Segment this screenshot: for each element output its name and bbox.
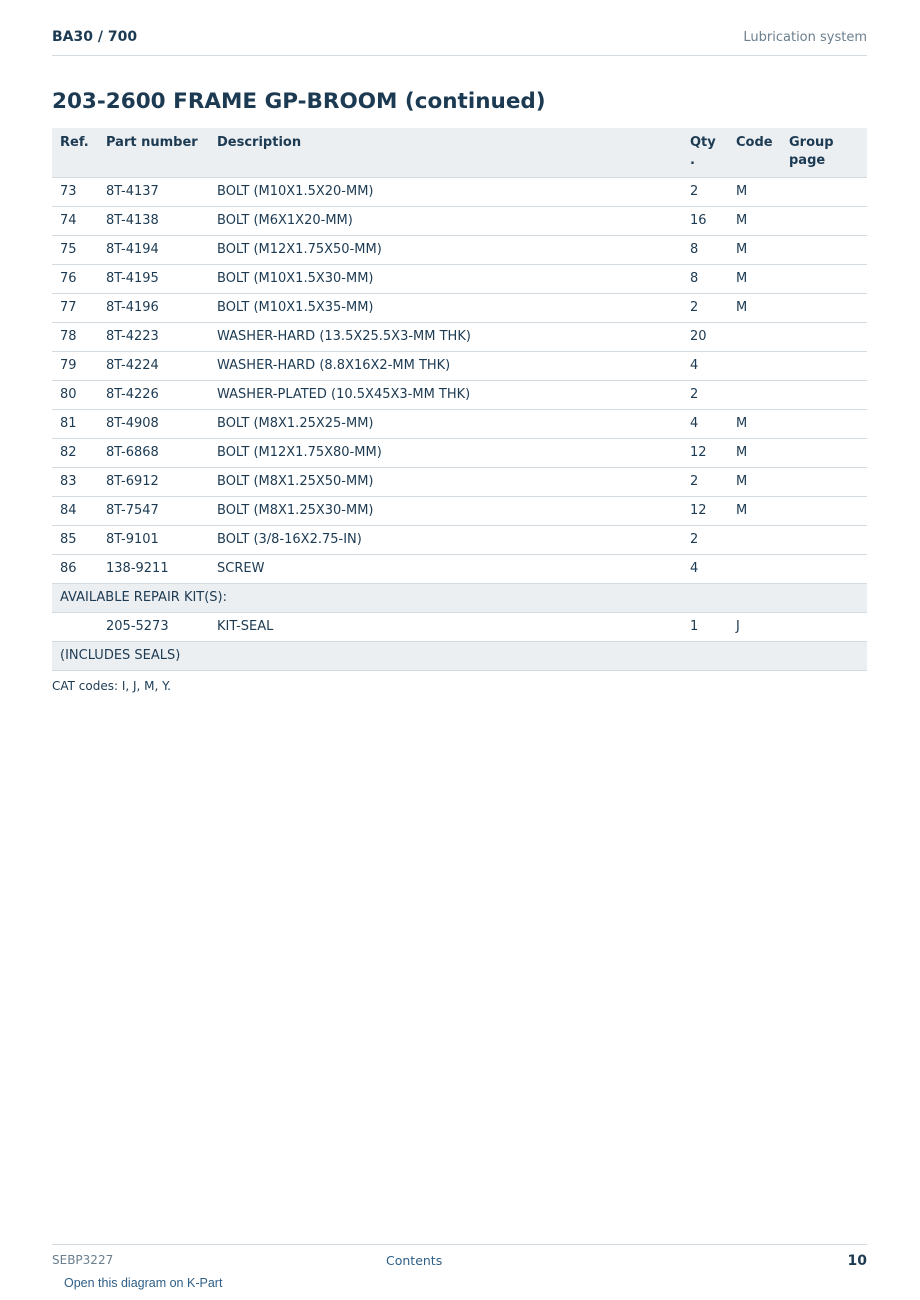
part-group-page [789,177,867,206]
part-number: 8T-7547 [106,496,217,525]
part-description: BOLT (M8X1.25X25-MM) [217,409,690,438]
part-code: M [736,235,789,264]
part-description: BOLT (M10X1.5X30-MM) [217,264,690,293]
part-description: BOLT (3/8-16X2.75-IN) [217,525,690,554]
part-number: 8T-6912 [106,467,217,496]
parts-table-body [52,177,867,670]
part-number: 8T-4137 [106,177,217,206]
part-number: 8T-4196 [106,293,217,322]
kit-description: KIT-SEAL [217,612,690,641]
table-row [52,525,867,554]
part-qty: 2 [690,525,736,554]
part-number: 8T-4226 [106,380,217,409]
table-row [52,554,867,583]
page-header [52,28,867,56]
table-row [52,496,867,525]
part-ref: 80 [52,380,106,409]
part-qty: 4 [690,554,736,583]
kit-group-page [789,612,867,641]
part-number: 138-9211 [106,554,217,583]
part-qty: 8 [690,264,736,293]
contents-link[interactable]: Contents [386,1253,443,1268]
part-group-page [789,409,867,438]
part-code: M [736,409,789,438]
part-qty: 12 [690,496,736,525]
group-title-suffix: (continued) [397,89,546,114]
part-code [736,525,789,554]
part-number: 8T-9101 [106,525,217,554]
part-group-page [789,554,867,583]
part-description: BOLT (M10X1.5X20-MM) [217,177,690,206]
part-description: WASHER-PLATED (10.5X45X3-MM THK) [217,380,690,409]
part-ref: 77 [52,293,106,322]
part-group-page [789,351,867,380]
table-row [52,322,867,351]
part-code [736,322,789,351]
part-group-page [789,525,867,554]
table-row [52,293,867,322]
part-code: M [736,293,789,322]
column-header-qty-line1: Qty [690,135,716,150]
part-ref: 82 [52,438,106,467]
column-header-group-line1: Group [789,135,834,150]
part-group-page [789,206,867,235]
table-row [52,380,867,409]
part-group-page [789,293,867,322]
part-number: 8T-4195 [106,264,217,293]
part-number: 8T-4194 [106,235,217,264]
column-header-part-number: Part number [106,128,217,177]
part-qty: 2 [690,177,736,206]
part-description: BOLT (M8X1.25X30-MM) [217,496,690,525]
part-number: 8T-6868 [106,438,217,467]
table-row [52,438,867,467]
document-id: BA30 / 700 [52,29,138,45]
column-header-code: Code [736,128,789,177]
part-description: BOLT (M12X1.75X80-MM) [217,438,690,467]
table-row [52,467,867,496]
part-description: BOLT (M6X1X20-MM) [217,206,690,235]
table-row [52,206,867,235]
part-code: M [736,206,789,235]
part-group-page [789,380,867,409]
column-header-qty [690,128,736,177]
part-number: 8T-4224 [106,351,217,380]
parts-table-header [52,128,867,177]
part-code: M [736,177,789,206]
part-description: WASHER-HARD (8.8X16X2-MM THK) [217,351,690,380]
page-number: 10 [847,1253,867,1269]
part-code: M [736,467,789,496]
part-qty: 2 [690,293,736,322]
part-code: M [736,264,789,293]
part-code [736,380,789,409]
part-code [736,351,789,380]
table-row [52,264,867,293]
part-ref: 84 [52,496,106,525]
page-footer [52,1244,867,1274]
part-group-page [789,322,867,351]
part-ref: 83 [52,467,106,496]
part-qty: 12 [690,438,736,467]
part-qty: 4 [690,351,736,380]
part-ref: 78 [52,322,106,351]
part-number: 8T-4223 [106,322,217,351]
column-header-qty-line2: . [690,153,695,168]
kit-note-row [52,641,867,670]
part-ref: 79 [52,351,106,380]
table-row [52,177,867,206]
part-group-page [789,264,867,293]
repair-kits-row [52,583,867,612]
kit-qty: 1 [690,612,736,641]
part-ref: 76 [52,264,106,293]
open-kpart-link[interactable]: Open this diagram on K-Part [64,1276,223,1290]
column-header-group-line2: page [789,153,826,168]
part-description: BOLT (M8X1.25X50-MM) [217,467,690,496]
part-description: BOLT (M10X1.5X35-MM) [217,293,690,322]
part-group-page [789,467,867,496]
kit-part-number: 205-5273 [106,612,217,641]
part-qty: 20 [690,322,736,351]
part-ref: 86 [52,554,106,583]
section-name: Lubrication system [743,30,867,45]
part-description: WASHER-HARD (13.5X25.5X3-MM THK) [217,322,690,351]
part-qty: 2 [690,467,736,496]
parts-table [52,128,867,671]
part-group-page [789,438,867,467]
part-ref: 73 [52,177,106,206]
part-ref: 74 [52,206,106,235]
column-header-description: Description [217,128,690,177]
table-row [52,409,867,438]
kit-row [52,612,867,641]
table-row [52,235,867,264]
kit-code: J [736,612,789,641]
column-header-group-page [789,128,867,177]
part-qty: 16 [690,206,736,235]
group-title [52,89,546,114]
part-qty: 2 [690,380,736,409]
repair-kits-label: AVAILABLE REPAIR KIT(S): [52,583,867,612]
part-number: 8T-4908 [106,409,217,438]
kit-ref [52,612,106,641]
column-header-ref: Ref. [52,128,106,177]
footer-document-number: SEBP3227 [52,1253,114,1267]
cat-codes-note: CAT codes: I, J, M, Y. [52,679,171,693]
part-group-page [789,235,867,264]
kit-note: (INCLUDES SEALS) [52,641,867,670]
part-qty: 8 [690,235,736,264]
part-description: SCREW [217,554,690,583]
part-ref: 85 [52,525,106,554]
part-code: M [736,438,789,467]
part-number: 8T-4138 [106,206,217,235]
part-ref: 75 [52,235,106,264]
part-code: M [736,496,789,525]
table-row [52,351,867,380]
part-description: BOLT (M12X1.75X50-MM) [217,235,690,264]
part-code [736,554,789,583]
part-qty: 4 [690,409,736,438]
part-group-page [789,496,867,525]
group-title-main: 203-2600 FRAME GP-BROOM [52,89,398,114]
part-ref: 81 [52,409,106,438]
